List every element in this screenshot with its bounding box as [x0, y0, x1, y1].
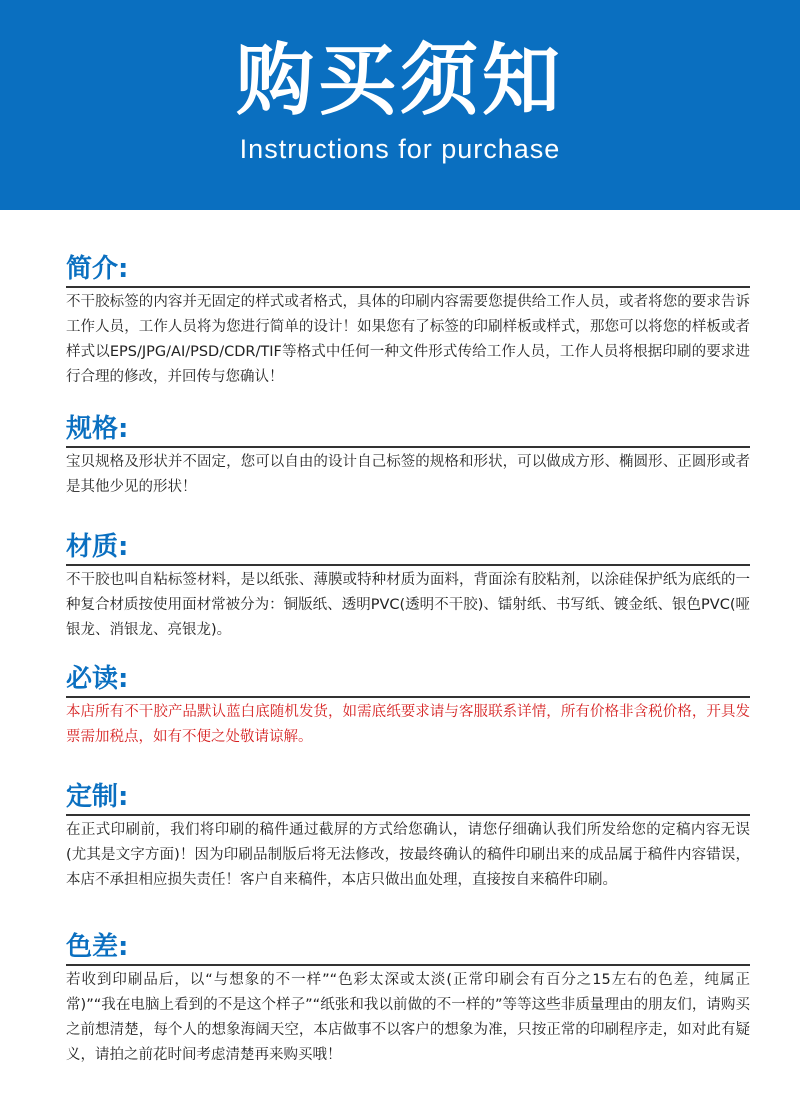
- section-heading: 必读:: [66, 664, 129, 694]
- section-text: 宝贝规格及形状并不固定，您可以自由的设计自己标签的规格和形状，可以做成方形、椭圆形、正圆形或者是其他少见的形状！: [66, 454, 750, 495]
- section-text: 不干胶也叫自粘标签材料，是以纸张、薄膜或特种材质为面料，背面涂有胶粘剂，以涂硅保护纸为底纸的一种复合材质按使用面材常被分为：铜版纸、透明PVC(透明不干胶)、镭射纸、书写纸、镀金纸、银色PVC(哑银龙、消银龙、亮银龙)。: [66, 572, 750, 638]
- divider: [66, 696, 750, 698]
- section-color-diff: [66, 930, 750, 1068]
- divider: [66, 564, 750, 566]
- section-spec: [66, 412, 750, 500]
- section-heading: 材质:: [66, 532, 129, 562]
- section-text: 若收到印刷品后，以“与想象的不一样”“色彩太深或太淡(正常印刷会有百分之15左右的色差，纯属正常)”“我在电脑上看到的不是这个样子”“纸张和我以前做的不一样的”等等这些非质量理由的朋友们，请购买之前想清楚，每个人的想象海阔天空，本店做事不以客户的想象为准，只按正常的印刷程序走，如对此有疑义，请拍之前花时间考虑清楚再来购买哦！: [66, 972, 750, 1063]
- page-subtitle: Instructions for purchase: [239, 134, 561, 164]
- section-text: 不干胶标签的内容并无固定的样式或者格式，具体的印刷内容需要您提供给工作人员，或者将您的要求告诉工作人员，工作人员将为您进行简单的设计！如果您有了标签的印刷样板或样式，那您可以将您的样板或者样式以EPS/JPG/AI/PSD/CDR/TIF等格式中任何一种文件形式传给工作人员，工作人员将根据印刷的要求进行合理的修改，并回传与您确认！: [66, 294, 750, 385]
- section-custom: [66, 780, 750, 893]
- section-heading: 定制:: [66, 782, 129, 812]
- divider: [66, 964, 750, 966]
- divider: [66, 286, 750, 288]
- section-text: 在正式印刷前，我们将印刷的稿件通过截屏的方式给您确认，请您仔细确认我们所发给您的定稿内容无误(尤其是文字方面)！因为印刷品制版后将无法修改，按最终确认的稿件印刷出来的成品属于稿件内容错误，本店不承担相应损失责任！客户自来稿件，本店只做出血处理，直接按自来稿件印刷。: [66, 822, 750, 888]
- divider: [66, 446, 750, 448]
- section-must-read: [66, 662, 750, 750]
- section-intro: [66, 252, 750, 390]
- divider: [66, 814, 750, 816]
- section-heading: 色差:: [66, 932, 129, 962]
- section-heading: 简介:: [66, 254, 129, 284]
- section-material: [66, 530, 750, 643]
- notice-text: 本店所有不干胶产品默认蓝白底随机发货，如需底纸要求请与客服联系详情，所有价格非含税价格，开具发票需加税点，如有不便之处敬请谅解。: [66, 704, 750, 745]
- section-heading: 规格:: [66, 414, 129, 444]
- page-title: 购买须知: [235, 36, 564, 126]
- header-banner: [0, 0, 800, 210]
